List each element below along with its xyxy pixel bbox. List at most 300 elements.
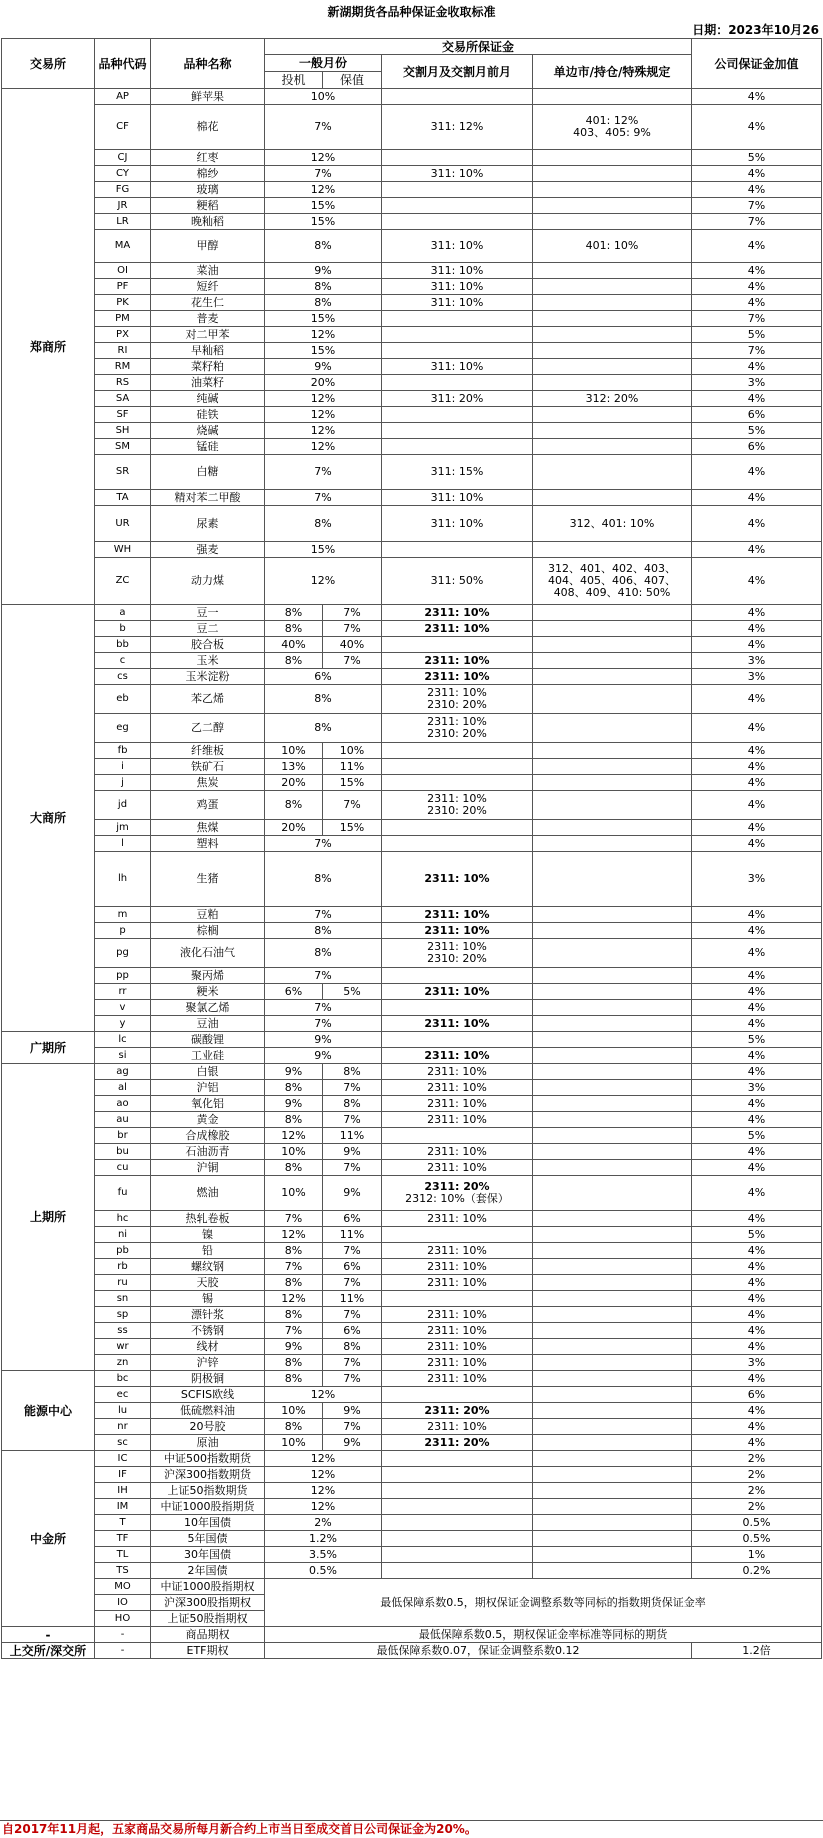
- delivery-margin: [382, 637, 533, 653]
- spec-margin: 8%: [265, 621, 323, 637]
- product-code: i: [95, 759, 151, 775]
- delivery-margin: [382, 1048, 533, 1064]
- company-add: 4%: [692, 1048, 822, 1064]
- table-row: [2, 1547, 822, 1563]
- header-name: 品种名称: [151, 39, 265, 89]
- product-code: TA: [95, 490, 151, 506]
- special-rule: [533, 1515, 692, 1531]
- general-margin: 8%: [265, 279, 382, 295]
- special-rule: [533, 490, 692, 506]
- product-code: bu: [95, 1144, 151, 1160]
- product-name: 碳酸锂: [151, 1032, 265, 1048]
- delivery-margin-line: 2311: 10%: [424, 907, 490, 921]
- company-add: 4%: [692, 759, 822, 775]
- spec-margin: 8%: [265, 605, 323, 621]
- delivery-margin: [382, 1064, 533, 1080]
- product-code: HO: [95, 1611, 151, 1627]
- company-add: 4%: [692, 923, 822, 939]
- product-name: 玉米淀粉: [151, 669, 265, 685]
- table-row: [2, 1451, 822, 1467]
- exchange-name: 广期所: [2, 1032, 95, 1064]
- general-margin: 7%: [265, 907, 382, 923]
- table-row: [2, 775, 822, 791]
- special-rule: [533, 506, 692, 542]
- company-add: 4%: [692, 775, 822, 791]
- special-rule: [533, 1243, 692, 1259]
- table-row: [2, 407, 822, 423]
- company-add: 4%: [692, 1403, 822, 1419]
- special-rule: [533, 1096, 692, 1112]
- delivery-margin: [382, 343, 533, 359]
- company-add: 5%: [692, 150, 822, 166]
- product-name: 动力煤: [151, 558, 265, 605]
- delivery-margin: [382, 1128, 533, 1144]
- delivery-margin: [382, 1499, 533, 1515]
- product-code: SF: [95, 407, 151, 423]
- product-code: eg: [95, 714, 151, 743]
- delivery-margin-line: 2311: 10%: [427, 1355, 487, 1369]
- product-code: m: [95, 907, 151, 923]
- table-row: [2, 605, 822, 621]
- special-rule: [533, 1531, 692, 1547]
- special-rule: [533, 1080, 692, 1096]
- option-margin-note: 最低保障系数0.5，期权保证金率标准等同标的期货: [265, 1627, 822, 1643]
- hedge-margin: 9%: [323, 1176, 382, 1211]
- product-code: RI: [95, 343, 151, 359]
- special-rule: [533, 375, 692, 391]
- company-add: 7%: [692, 214, 822, 230]
- table-row: [2, 1387, 822, 1403]
- product-code: sc: [95, 1435, 151, 1451]
- hedge-margin: 7%: [323, 1112, 382, 1128]
- general-margin: 8%: [265, 852, 382, 907]
- hedge-margin: 7%: [323, 653, 382, 669]
- company-add: 4%: [692, 984, 822, 1000]
- company-add: 4%: [692, 1419, 822, 1435]
- product-code: a: [95, 605, 151, 621]
- company-add: 4%: [692, 1291, 822, 1307]
- table-row: [2, 311, 822, 327]
- table-row: [2, 1355, 822, 1371]
- delivery-margin: [382, 1355, 533, 1371]
- special-rule: [533, 1339, 692, 1355]
- product-code: RS: [95, 375, 151, 391]
- general-margin: 7%: [265, 490, 382, 506]
- delivery-margin: [382, 455, 533, 490]
- delivery-margin-line: 2311: 10%: [427, 1371, 487, 1385]
- product-code: PK: [95, 295, 151, 311]
- product-name: 中证1000股指期货: [151, 1499, 265, 1515]
- product-name: 胶合板: [151, 637, 265, 653]
- delivery-margin: [382, 1112, 533, 1128]
- delivery-margin: [382, 439, 533, 455]
- product-name: 中证1000股指期权: [151, 1579, 265, 1595]
- product-code: IM: [95, 1499, 151, 1515]
- table-row: [2, 743, 822, 759]
- product-name: 中证500指数期货: [151, 1451, 265, 1467]
- product-code: WH: [95, 542, 151, 558]
- delivery-margin: [382, 1291, 533, 1307]
- general-margin: 12%: [265, 150, 382, 166]
- delivery-margin: [382, 423, 533, 439]
- product-code: UR: [95, 506, 151, 542]
- table-row: [2, 1403, 822, 1419]
- delivery-margin: [382, 1227, 533, 1243]
- delivery-margin: [382, 1211, 533, 1227]
- table-row: [2, 1307, 822, 1323]
- general-margin: 12%: [265, 407, 382, 423]
- table-row: [2, 1531, 822, 1547]
- delivery-margin-line: 311: 20%: [430, 391, 484, 405]
- general-margin: 6%: [265, 669, 382, 685]
- delivery-margin-line: 2311: 10%: [427, 1144, 487, 1158]
- delivery-margin-line: 2311: 10%: [427, 1080, 487, 1094]
- delivery-margin: [382, 1435, 533, 1451]
- table-row: [2, 150, 822, 166]
- table-row: [2, 558, 822, 605]
- exchange-name: 中金所: [2, 1451, 95, 1627]
- delivery-margin-line: 311: 10%: [430, 279, 484, 293]
- product-code: SR: [95, 455, 151, 490]
- spec-margin: 9%: [265, 1339, 323, 1355]
- general-margin: 8%: [265, 230, 382, 263]
- general-margin: 3.5%: [265, 1547, 382, 1563]
- hedge-margin: 7%: [323, 605, 382, 621]
- company-add: 4%: [692, 89, 822, 105]
- special-rule: [533, 852, 692, 907]
- special-rule: [533, 1547, 692, 1563]
- table-row: [2, 1259, 822, 1275]
- delivery-margin-line: 2310: 20%: [427, 952, 487, 965]
- table-row: [2, 685, 822, 714]
- header-general-month: 一般月份: [265, 55, 382, 72]
- product-name: 聚氯乙烯: [151, 1000, 265, 1016]
- product-code: IF: [95, 1467, 151, 1483]
- table-row: [2, 89, 822, 105]
- table-row: [2, 214, 822, 230]
- company-add: 4%: [692, 1275, 822, 1291]
- company-add: 6%: [692, 407, 822, 423]
- general-margin: 9%: [265, 1032, 382, 1048]
- special-rule-line: 401: 10%: [585, 239, 639, 252]
- hedge-margin: 8%: [323, 1064, 382, 1080]
- delivery-margin-line: 311: 12%: [430, 120, 484, 133]
- delivery-margin: [382, 621, 533, 637]
- hedge-margin: 7%: [323, 1243, 382, 1259]
- product-name: 20号胶: [151, 1419, 265, 1435]
- general-margin: 12%: [265, 423, 382, 439]
- table-row: [2, 1371, 822, 1387]
- hedge-margin: 9%: [323, 1435, 382, 1451]
- spec-margin: 7%: [265, 1211, 323, 1227]
- hedge-margin: 6%: [323, 1211, 382, 1227]
- product-name: 豆一: [151, 605, 265, 621]
- delivery-margin-line: 2310: 20%: [427, 804, 487, 817]
- spec-margin: 9%: [265, 1064, 323, 1080]
- general-margin: 12%: [265, 391, 382, 407]
- product-code: b: [95, 621, 151, 637]
- delivery-margin: [382, 1419, 533, 1435]
- delivery-margin: [382, 1403, 533, 1419]
- special-rule: [533, 1323, 692, 1339]
- product-code: -: [95, 1643, 151, 1659]
- company-add: 5%: [692, 1227, 822, 1243]
- spec-margin: 13%: [265, 759, 323, 775]
- spec-margin: 10%: [265, 743, 323, 759]
- table-row: [2, 439, 822, 455]
- delivery-margin: [382, 375, 533, 391]
- header-special: 单边市/持仓/特殊规定: [533, 55, 692, 89]
- delivery-margin: [382, 1176, 533, 1211]
- date-label: 日期：2023年10月26: [692, 23, 819, 37]
- product-code: au: [95, 1112, 151, 1128]
- company-add: 4%: [692, 506, 822, 542]
- table-row: [2, 1643, 822, 1659]
- table-row: [2, 542, 822, 558]
- product-name: 菜油: [151, 263, 265, 279]
- special-rule: [533, 637, 692, 653]
- special-rule: [533, 343, 692, 359]
- delivery-margin-line: 2311: 10%: [427, 1064, 487, 1078]
- spec-margin: 7%: [265, 1259, 323, 1275]
- special-rule: [533, 939, 692, 968]
- product-name: 线材: [151, 1339, 265, 1355]
- general-margin: 7%: [265, 1016, 382, 1032]
- table-row: [2, 820, 822, 836]
- general-margin: 9%: [265, 359, 382, 375]
- product-code: jm: [95, 820, 151, 836]
- product-name: 豆油: [151, 1016, 265, 1032]
- header-exchange: 交易所: [2, 39, 95, 89]
- product-name: 粳稻: [151, 198, 265, 214]
- header-code: 品种代码: [95, 39, 151, 89]
- product-name: 合成橡胶: [151, 1128, 265, 1144]
- delivery-margin: [382, 1307, 533, 1323]
- delivery-margin-line: 2311: 10%: [427, 1339, 487, 1353]
- delivery-margin-line: 2311: 20%: [424, 1435, 490, 1449]
- product-name: 菜籽粕: [151, 359, 265, 375]
- delivery-margin-line: 2311: 10%: [427, 1243, 487, 1257]
- delivery-margin-line: 2311: 20%: [424, 1180, 490, 1193]
- delivery-margin-line: 311: 10%: [430, 295, 484, 309]
- hedge-margin: 11%: [323, 1128, 382, 1144]
- exchange-name: 能源中心: [2, 1371, 95, 1451]
- general-margin: 7%: [265, 836, 382, 852]
- company-add: 3%: [692, 375, 822, 391]
- product-code: CY: [95, 166, 151, 182]
- table-row: [2, 279, 822, 295]
- spec-margin: 10%: [265, 1176, 323, 1211]
- product-name: 尿素: [151, 506, 265, 542]
- general-margin: 15%: [265, 343, 382, 359]
- special-rule-line: 312、401、402、403、404、405、406、407、408、409、410: 50%: [548, 562, 676, 599]
- product-code: v: [95, 1000, 151, 1016]
- table-row: [2, 791, 822, 820]
- company-add: 4%: [692, 182, 822, 198]
- delivery-margin: [382, 182, 533, 198]
- product-name: 不锈钢: [151, 1323, 265, 1339]
- special-rule: [533, 263, 692, 279]
- general-margin: 12%: [265, 1483, 382, 1499]
- delivery-margin: [382, 820, 533, 836]
- delivery-margin: [382, 653, 533, 669]
- spec-margin: 9%: [265, 1096, 323, 1112]
- company-add: 4%: [692, 907, 822, 923]
- special-rule: [533, 1227, 692, 1243]
- company-add: 4%: [692, 1435, 822, 1451]
- delivery-margin: [382, 714, 533, 743]
- hedge-margin: 6%: [323, 1323, 382, 1339]
- company-add: 3%: [692, 653, 822, 669]
- spec-margin: 20%: [265, 820, 323, 836]
- table-row: [2, 1579, 822, 1595]
- product-name: 焦煤: [151, 820, 265, 836]
- product-code: ec: [95, 1387, 151, 1403]
- delivery-margin: [382, 1563, 533, 1579]
- product-name: 红枣: [151, 150, 265, 166]
- product-name: 鸡蛋: [151, 791, 265, 820]
- company-add: 7%: [692, 198, 822, 214]
- exchange-name: 上期所: [2, 1064, 95, 1371]
- special-rule: [533, 836, 692, 852]
- delivery-margin: [382, 743, 533, 759]
- table-row: [2, 968, 822, 984]
- company-add: 4%: [692, 939, 822, 968]
- table-row: [2, 621, 822, 637]
- product-code: TS: [95, 1563, 151, 1579]
- product-code: SM: [95, 439, 151, 455]
- spec-margin: 10%: [265, 1403, 323, 1419]
- company-add: 4%: [692, 1112, 822, 1128]
- product-name: 螺纹钢: [151, 1259, 265, 1275]
- company-add: 4%: [692, 105, 822, 150]
- special-rule: [533, 1435, 692, 1451]
- hedge-margin: 7%: [323, 1160, 382, 1176]
- table-row: [2, 1275, 822, 1291]
- company-add: 3%: [692, 669, 822, 685]
- special-rule: [533, 653, 692, 669]
- company-add: 4%: [692, 1211, 822, 1227]
- special-rule: [533, 820, 692, 836]
- special-rule: [533, 923, 692, 939]
- delivery-margin-line: 2310: 20%: [427, 698, 487, 711]
- delivery-margin-line: 311: 10%: [430, 263, 484, 277]
- product-name: 锰硅: [151, 439, 265, 455]
- product-name: 烧碱: [151, 423, 265, 439]
- table-row: [2, 637, 822, 653]
- header-hedge: 保值: [323, 72, 382, 89]
- spec-margin: 8%: [265, 1355, 323, 1371]
- table-row: [2, 1176, 822, 1211]
- delivery-margin: [382, 166, 533, 182]
- product-name: 铅: [151, 1243, 265, 1259]
- product-name: 鲜苹果: [151, 89, 265, 105]
- company-add: 1.2倍: [692, 1643, 822, 1659]
- delivery-margin: [382, 311, 533, 327]
- spec-margin: 40%: [265, 637, 323, 653]
- product-code: eb: [95, 685, 151, 714]
- special-rule: [533, 1451, 692, 1467]
- company-add: 5%: [692, 1032, 822, 1048]
- delivery-margin: [382, 359, 533, 375]
- company-add: 6%: [692, 439, 822, 455]
- company-add: 4%: [692, 1000, 822, 1016]
- special-rule: [533, 1291, 692, 1307]
- hedge-margin: 8%: [323, 1339, 382, 1355]
- special-rule: [533, 105, 692, 150]
- product-code: CJ: [95, 150, 151, 166]
- general-margin: 7%: [265, 166, 382, 182]
- special-rule: [533, 1307, 692, 1323]
- header-spec: 投机: [265, 72, 323, 89]
- company-add: 5%: [692, 423, 822, 439]
- product-name: 沪深300股指期权: [151, 1595, 265, 1611]
- delivery-margin-line: 311: 10%: [430, 516, 484, 530]
- product-code: fu: [95, 1176, 151, 1211]
- special-rule: [533, 279, 692, 295]
- special-rule: [533, 1259, 692, 1275]
- product-code: PF: [95, 279, 151, 295]
- general-margin: 2%: [265, 1515, 382, 1531]
- product-code: AP: [95, 89, 151, 105]
- company-add: 4%: [692, 836, 822, 852]
- exchange-name: 大商所: [2, 605, 95, 1032]
- hedge-margin: 7%: [323, 791, 382, 820]
- table-row: [2, 759, 822, 775]
- product-code: lu: [95, 1403, 151, 1419]
- special-rule: [533, 182, 692, 198]
- delivery-margin: [382, 984, 533, 1000]
- company-add: 4%: [692, 1371, 822, 1387]
- delivery-margin: [382, 685, 533, 714]
- delivery-margin-line: 2311: 10%: [424, 984, 490, 998]
- product-name: 乙二醇: [151, 714, 265, 743]
- product-name: 沪锌: [151, 1355, 265, 1371]
- product-code: LR: [95, 214, 151, 230]
- table-row: [2, 230, 822, 263]
- product-name: 精对苯二甲酸: [151, 490, 265, 506]
- product-code: c: [95, 653, 151, 669]
- delivery-margin-line: 2311: 10%: [427, 1096, 487, 1110]
- hedge-margin: 11%: [323, 759, 382, 775]
- special-rule: [533, 1064, 692, 1080]
- table-row: [2, 1032, 822, 1048]
- company-add: 4%: [692, 490, 822, 506]
- product-name: 白银: [151, 1064, 265, 1080]
- exchange-name: 上交所/深交所: [2, 1643, 95, 1659]
- delivery-margin-line: 2311: 10%: [427, 792, 487, 805]
- product-code: jd: [95, 791, 151, 820]
- product-name: 10年国债: [151, 1515, 265, 1531]
- table-row: [2, 1064, 822, 1080]
- delivery-margin: [382, 1080, 533, 1096]
- spec-margin: 8%: [265, 1371, 323, 1387]
- company-add: 0.5%: [692, 1531, 822, 1547]
- special-rule: [533, 1563, 692, 1579]
- general-margin: 15%: [265, 214, 382, 230]
- product-name: 粳米: [151, 984, 265, 1000]
- product-code: br: [95, 1128, 151, 1144]
- product-code: ru: [95, 1275, 151, 1291]
- table-row: [2, 455, 822, 490]
- delivery-margin: [382, 198, 533, 214]
- special-rule: [533, 423, 692, 439]
- delivery-margin: [382, 1243, 533, 1259]
- delivery-margin-line: 2311: 10%: [427, 1160, 487, 1174]
- company-add: 4%: [692, 685, 822, 714]
- product-name: 白糖: [151, 455, 265, 490]
- option-margin-note: 最低保障系数0.5，期权保证金调整系数等同标的指数期货保证金率: [265, 1579, 822, 1627]
